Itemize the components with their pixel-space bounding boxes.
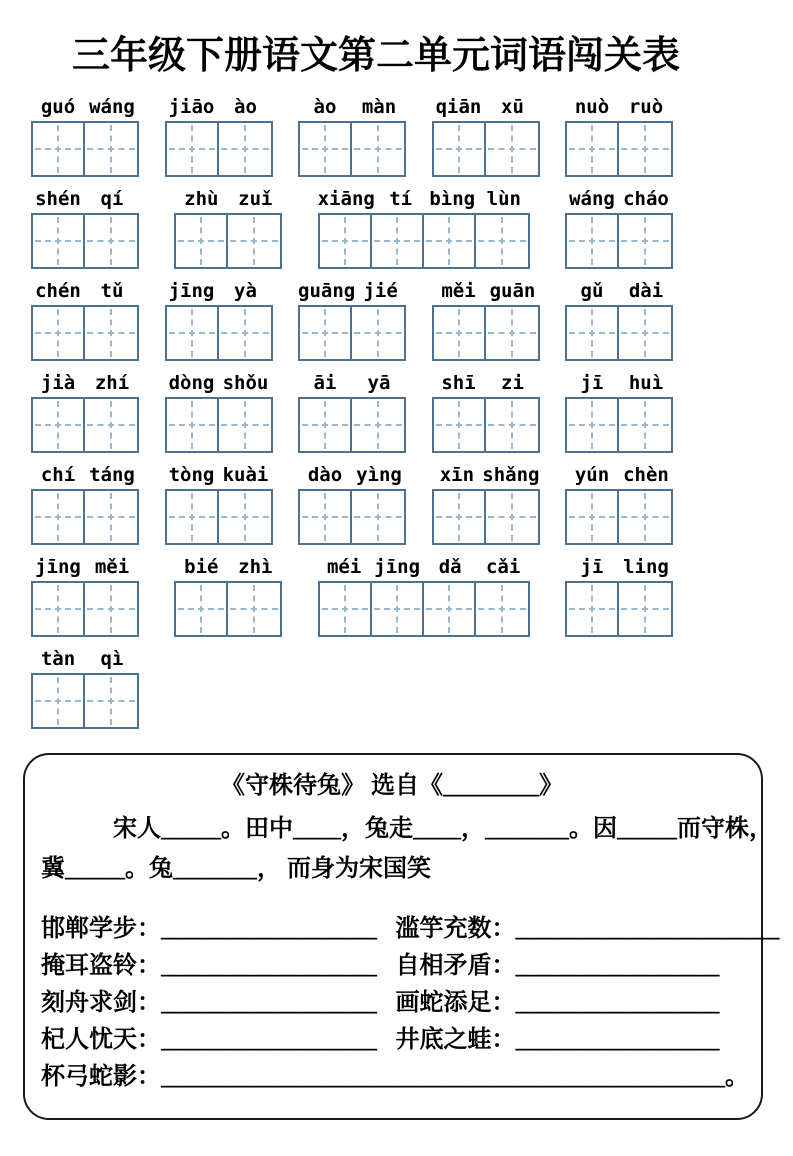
writing-cell xyxy=(300,491,352,543)
pinyin-syllable: tí xyxy=(389,187,413,210)
writing-grid xyxy=(165,121,273,177)
pinyin-syllable: méi xyxy=(326,555,362,578)
pinyin-label xyxy=(165,96,273,119)
writing-cell xyxy=(300,123,352,175)
writing-cell xyxy=(619,307,671,359)
writing-cell xyxy=(85,307,137,359)
pinyin-syllable: huì xyxy=(628,371,664,394)
pinyin-label xyxy=(565,280,673,303)
word-group xyxy=(31,648,139,729)
word-group xyxy=(565,280,673,361)
writing-cell xyxy=(567,399,619,451)
idiom-period: 。 xyxy=(725,1063,749,1090)
writing-cell xyxy=(372,583,424,635)
writing-cell xyxy=(219,491,271,543)
writing-cell xyxy=(85,123,137,175)
pinyin-label xyxy=(432,372,540,395)
writing-cell xyxy=(619,491,671,543)
word-row xyxy=(31,464,673,545)
idiom-blank: _________________ xyxy=(515,1026,720,1053)
writing-cell xyxy=(352,307,404,359)
pinyin-label xyxy=(565,372,673,395)
pinyin-syllable: shén xyxy=(35,187,81,210)
pinyin-syllable: zhù xyxy=(184,187,219,210)
writing-cell xyxy=(424,215,476,267)
writing-cell xyxy=(228,583,280,635)
writing-grid xyxy=(565,581,673,637)
pinyin-syllable: jīng xyxy=(168,279,215,302)
word-group xyxy=(174,188,282,269)
writing-cell xyxy=(33,675,85,727)
writing-cell xyxy=(85,491,137,543)
pinyin-label xyxy=(165,280,273,303)
word-group xyxy=(31,188,139,269)
pinyin-syllable: tàn xyxy=(40,647,76,670)
writing-cell xyxy=(33,583,85,635)
writing-grid xyxy=(174,213,282,269)
writing-grid xyxy=(31,581,139,637)
word-group xyxy=(165,96,273,177)
pinyin-label xyxy=(298,464,406,487)
pinyin-syllable: ruò xyxy=(628,95,664,118)
story-box xyxy=(23,753,780,1120)
writing-grid xyxy=(31,673,139,729)
writing-cell xyxy=(567,491,619,543)
writing-cell xyxy=(85,675,137,727)
pinyin-syllable: chèn xyxy=(623,463,669,486)
pinyin-label xyxy=(565,188,673,211)
idiom-label: 掩耳盗铃： xyxy=(41,952,161,979)
word-group xyxy=(432,372,540,453)
pinyin-syllable: chén xyxy=(35,279,81,302)
idiom-label: 杯弓蛇影： xyxy=(41,1063,161,1090)
pinyin-label xyxy=(174,188,282,211)
pinyin-syllable: dài xyxy=(628,279,664,302)
idiom-blank: _________________ xyxy=(515,989,720,1016)
word-group xyxy=(565,556,673,637)
writing-cell xyxy=(434,399,486,451)
pinyin-label xyxy=(432,280,540,303)
writing-grid xyxy=(565,213,673,269)
pinyin-syllable: yún xyxy=(574,463,610,486)
writing-cell xyxy=(85,399,137,451)
idiom-blank: ______________________ xyxy=(515,915,780,942)
writing-grid xyxy=(298,121,406,177)
pinyin-syllable: wáng xyxy=(89,95,135,118)
pinyin-syllable: měi xyxy=(441,279,476,302)
writing-grid xyxy=(432,397,540,453)
word-row xyxy=(31,372,673,453)
writing-cell xyxy=(434,307,486,359)
idiom-item xyxy=(396,948,744,985)
idiom-label: 邯郸学步： xyxy=(41,915,161,942)
writing-grid xyxy=(31,305,139,361)
idiom-item xyxy=(396,1022,744,1059)
word-group xyxy=(31,280,139,361)
word-group xyxy=(31,464,139,545)
writing-cell xyxy=(176,583,228,635)
pinyin-syllable: bìng xyxy=(429,187,476,210)
writing-cell xyxy=(167,123,219,175)
pinyin-syllable: jié xyxy=(363,279,398,302)
writing-cell xyxy=(167,307,219,359)
pinyin-label xyxy=(432,96,540,119)
pinyin-syllable: jià xyxy=(40,371,76,394)
word-group xyxy=(318,556,530,637)
writing-cell xyxy=(619,215,671,267)
writing-cell xyxy=(352,399,404,451)
writing-grid xyxy=(31,489,139,545)
writing-cell xyxy=(33,399,85,451)
pinyin-label xyxy=(31,556,139,579)
pinyin-label xyxy=(31,188,139,211)
idiom-row xyxy=(41,948,743,985)
pinyin-syllable: qiān xyxy=(435,95,482,118)
idiom-label: 滥竽充数： xyxy=(395,915,516,942)
word-group xyxy=(165,464,273,545)
writing-cell xyxy=(476,215,528,267)
writing-cell xyxy=(85,583,137,635)
writing-cell xyxy=(567,583,619,635)
idiom-row xyxy=(41,911,780,948)
pinyin-syllable: lùn xyxy=(486,187,521,210)
word-row xyxy=(31,556,673,637)
word-group xyxy=(318,188,530,269)
word-grid-section xyxy=(31,96,673,729)
writing-cell xyxy=(300,399,352,451)
pinyin-syllable: wáng xyxy=(569,187,615,210)
writing-cell xyxy=(486,491,538,543)
writing-cell xyxy=(33,491,85,543)
idiom-row xyxy=(41,985,743,1022)
writing-grid xyxy=(298,397,406,453)
pinyin-syllable: xīn xyxy=(439,463,475,486)
pinyin-label xyxy=(318,188,530,211)
pinyin-syllable: cǎi xyxy=(485,555,521,578)
writing-cell xyxy=(219,123,271,175)
idiom-blank: __________________ xyxy=(161,915,377,942)
pinyin-syllable: màn xyxy=(361,95,397,118)
writing-cell xyxy=(228,215,280,267)
pinyin-syllable: zi xyxy=(501,371,524,394)
word-group xyxy=(31,372,139,453)
writing-cell xyxy=(352,123,404,175)
writing-cell xyxy=(176,215,228,267)
writing-cell xyxy=(434,123,486,175)
idiom-blank: __________________ xyxy=(161,1026,377,1053)
pinyin-syllable: gǔ xyxy=(580,279,604,302)
pinyin-label xyxy=(298,96,406,119)
writing-grid xyxy=(298,489,406,545)
writing-grid xyxy=(174,581,282,637)
pinyin-syllable: ào xyxy=(234,95,257,118)
pinyin-syllable: yìng xyxy=(356,463,402,486)
idiom-label: 刻舟求剑： xyxy=(41,989,161,1016)
pinyin-syllable: jī xyxy=(580,555,604,578)
pinyin-syllable: qí xyxy=(100,187,124,210)
pinyin-syllable: guó xyxy=(40,95,76,118)
worksheet-page xyxy=(0,34,793,1120)
pinyin-syllable: zhì xyxy=(238,555,273,578)
pinyin-label xyxy=(31,280,139,303)
pinyin-syllable: cháo xyxy=(623,187,669,210)
word-group xyxy=(165,372,273,453)
pinyin-syllable: yā xyxy=(367,371,391,394)
pinyin-syllable: dào xyxy=(307,463,343,486)
pinyin-syllable: zhí xyxy=(94,371,130,394)
idiom-item xyxy=(41,985,396,1022)
pinyin-label xyxy=(31,96,139,119)
pinyin-label xyxy=(565,96,673,119)
pinyin-syllable: yà xyxy=(234,279,257,302)
writing-cell xyxy=(567,215,619,267)
idiom-row xyxy=(41,1059,749,1096)
writing-grid xyxy=(165,305,273,361)
writing-cell xyxy=(85,215,137,267)
story-body xyxy=(41,809,773,889)
pinyin-syllable: jīng xyxy=(35,555,81,578)
idiom-item xyxy=(396,911,780,948)
pinyin-syllable: zuǐ xyxy=(238,187,273,210)
writing-grid xyxy=(165,489,273,545)
page-title: 三年级下册语文第二单元词语闯关表 xyxy=(72,35,681,77)
pinyin-syllable: ling xyxy=(623,555,669,578)
word-group xyxy=(298,372,406,453)
pinyin-syllable: shǒu xyxy=(222,371,269,394)
word-group xyxy=(298,464,406,545)
pinyin-syllable: jīng xyxy=(374,555,421,578)
writing-cell xyxy=(33,123,85,175)
writing-cell xyxy=(476,583,528,635)
pinyin-syllable: jī xyxy=(580,371,604,394)
writing-grid xyxy=(31,213,139,269)
idiom-blank: __________________ xyxy=(161,952,377,979)
pinyin-syllable: guāng xyxy=(298,279,356,302)
idiom-label: 井底之蛙： xyxy=(395,1026,516,1053)
word-group xyxy=(174,556,282,637)
idiom-item xyxy=(41,1022,396,1059)
idiom-row xyxy=(41,1022,743,1059)
writing-cell xyxy=(219,399,271,451)
writing-cell xyxy=(424,583,476,635)
idiom-label: 自相矛盾： xyxy=(395,952,516,979)
writing-grid xyxy=(318,581,530,637)
writing-grid xyxy=(165,397,273,453)
writing-grid xyxy=(298,305,406,361)
idiom-label: 杞人忧天： xyxy=(41,1026,161,1053)
writing-grid xyxy=(31,397,139,453)
pinyin-label xyxy=(31,464,139,487)
writing-cell xyxy=(619,583,671,635)
pinyin-syllable: āi xyxy=(313,371,337,394)
story-line: 冀_____。兔_______， 而身为宋国笑 xyxy=(41,855,431,882)
writing-cell xyxy=(619,399,671,451)
word-row xyxy=(31,648,673,729)
pinyin-label xyxy=(565,464,673,487)
idiom-item xyxy=(41,948,396,985)
pinyin-syllable: jiāo xyxy=(168,95,215,118)
writing-grid xyxy=(318,213,530,269)
writing-cell xyxy=(486,307,538,359)
story-line: 宋人_____。田中____，兔走____，_______。因_____而守株， xyxy=(113,815,773,842)
pinyin-label xyxy=(174,556,282,579)
word-group xyxy=(298,280,406,361)
pinyin-label xyxy=(31,372,139,395)
word-group xyxy=(432,280,540,361)
pinyin-syllable: nuò xyxy=(574,95,610,118)
writing-grid xyxy=(31,121,139,177)
word-group xyxy=(31,96,139,177)
writing-cell xyxy=(486,399,538,451)
writing-grid xyxy=(432,305,540,361)
writing-grid xyxy=(565,397,673,453)
idiom-item xyxy=(396,985,744,1022)
pinyin-syllable: xū xyxy=(501,95,524,118)
pinyin-label xyxy=(165,464,273,487)
writing-grid xyxy=(565,305,673,361)
writing-cell xyxy=(567,123,619,175)
idiom-blank: _________________ xyxy=(515,952,720,979)
word-group xyxy=(432,464,540,545)
writing-cell xyxy=(567,307,619,359)
pinyin-label xyxy=(318,556,530,579)
writing-cell xyxy=(434,491,486,543)
writing-cell xyxy=(33,215,85,267)
writing-cell xyxy=(219,307,271,359)
idiom-label: 画蛇添足： xyxy=(395,989,516,1016)
writing-cell xyxy=(167,399,219,451)
pinyin-syllable: dǎ xyxy=(438,555,462,578)
pinyin-syllable: táng xyxy=(89,463,135,486)
word-group xyxy=(298,96,406,177)
pinyin-syllable: shī xyxy=(441,371,476,394)
word-row xyxy=(31,188,673,269)
writing-cell xyxy=(300,307,352,359)
word-group xyxy=(31,556,139,637)
word-row xyxy=(31,96,673,177)
story-title: 《守株待兔》 选自《________》 xyxy=(221,772,563,799)
writing-cell xyxy=(33,307,85,359)
pinyin-syllable: ào xyxy=(313,95,337,118)
pinyin-syllable: měi xyxy=(94,555,130,578)
pinyin-syllable: xiāng xyxy=(317,187,375,210)
writing-cell xyxy=(320,583,372,635)
word-row xyxy=(31,280,673,361)
pinyin-syllable: chí xyxy=(40,463,76,486)
writing-grid xyxy=(432,489,540,545)
writing-cell xyxy=(486,123,538,175)
pinyin-label xyxy=(432,464,540,487)
pinyin-syllable: bié xyxy=(184,555,219,578)
pinyin-syllable: tǔ xyxy=(100,279,124,302)
word-group xyxy=(565,96,673,177)
writing-grid xyxy=(565,121,673,177)
word-group xyxy=(565,464,673,545)
word-group xyxy=(565,188,673,269)
idiom-blank: _______________________________________________ xyxy=(161,1063,725,1090)
idiom-section xyxy=(41,911,780,1096)
pinyin-label xyxy=(565,556,673,579)
writing-cell xyxy=(167,491,219,543)
idiom-item xyxy=(41,911,396,948)
writing-grid xyxy=(565,489,673,545)
word-group xyxy=(165,280,273,361)
word-group xyxy=(565,372,673,453)
writing-cell xyxy=(352,491,404,543)
pinyin-syllable: guān xyxy=(489,279,536,302)
word-group xyxy=(432,96,540,177)
writing-grid xyxy=(432,121,540,177)
pinyin-label xyxy=(165,372,273,395)
pinyin-syllable: tòng xyxy=(168,463,215,486)
writing-cell xyxy=(372,215,424,267)
pinyin-syllable: shǎng xyxy=(482,463,540,486)
idiom-blank: __________________ xyxy=(161,989,377,1016)
pinyin-syllable: qì xyxy=(100,647,124,670)
writing-cell xyxy=(619,123,671,175)
pinyin-syllable: dòng xyxy=(168,371,215,394)
pinyin-label xyxy=(298,372,406,395)
writing-cell xyxy=(320,215,372,267)
pinyin-syllable: kuài xyxy=(222,463,269,486)
pinyin-label xyxy=(31,648,139,671)
pinyin-label xyxy=(298,280,406,303)
